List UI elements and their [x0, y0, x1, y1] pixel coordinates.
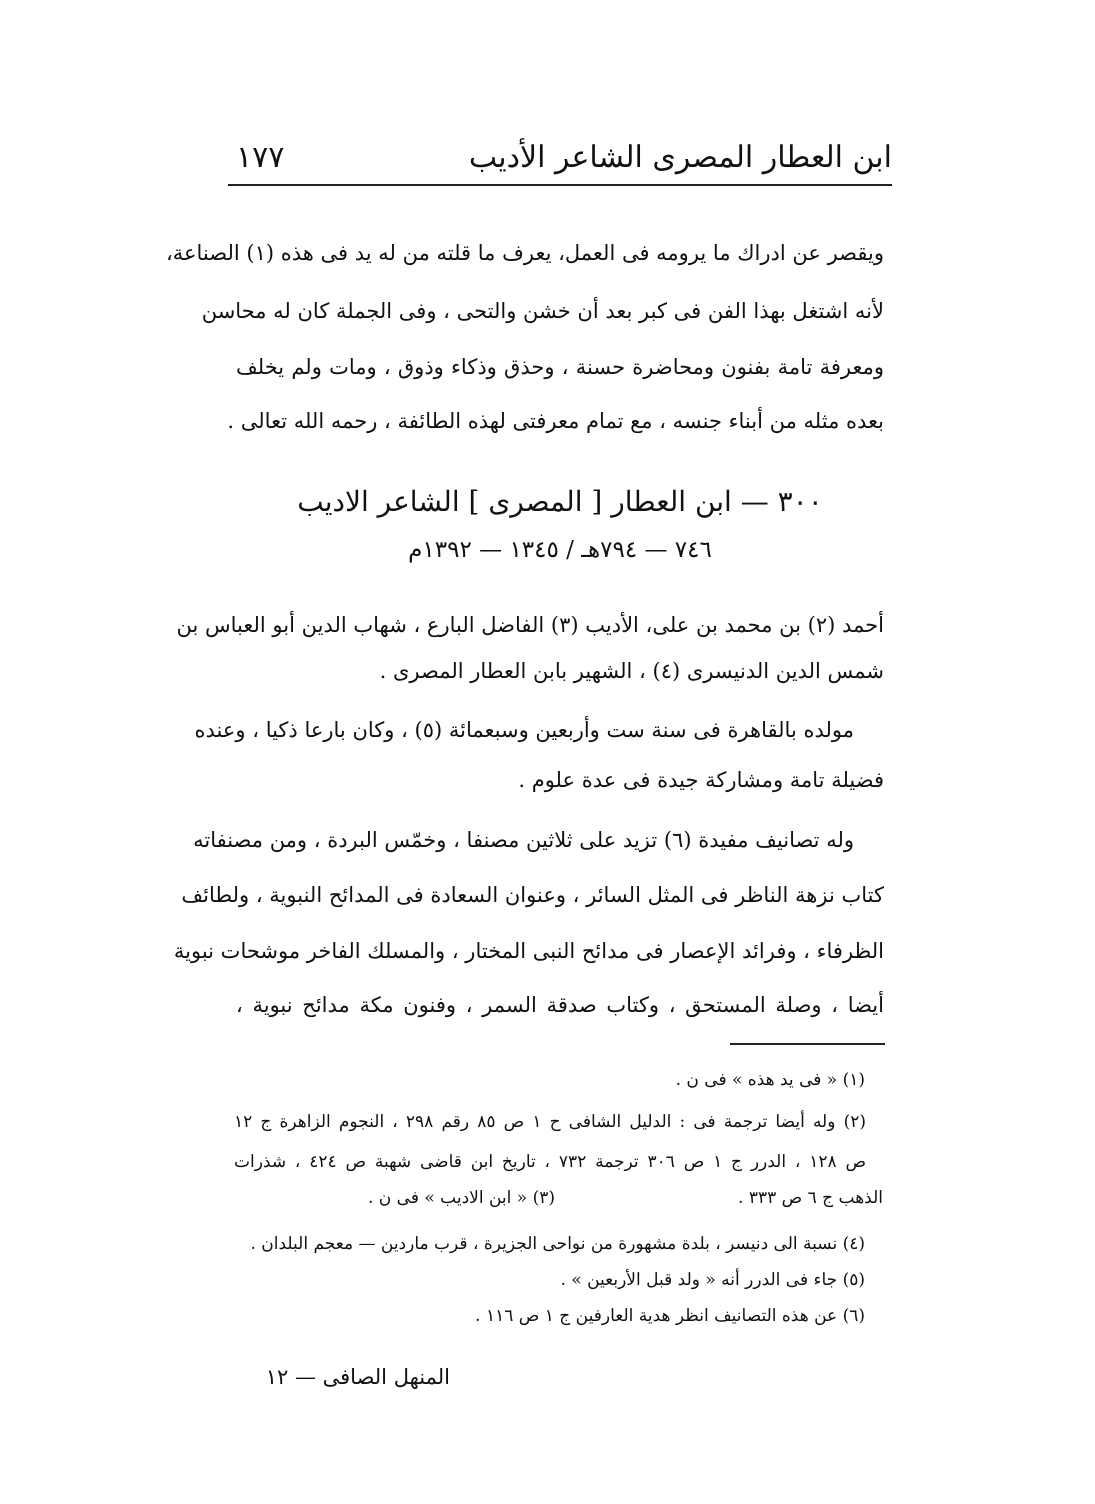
- text-line: بعده مثله من أبناء جنسه ، مع تمام معرفتى لهذه الطائفة ، رحمه الله تعالى .: [227, 409, 884, 433]
- footnote-2-line: (٢) وله أيضا ترجمة فى : الدليل الشافى ح ١ ص ٨٥ رقم ٢٩٨ ، النجوم الزاهرة ج ١٢: [234, 1112, 866, 1132]
- footnote-5: (٥) جاء فى الدرر أنه « ولد قبل الأربعين » .: [560, 1270, 865, 1290]
- footnote-6: (٦) عن هذه التصانيف انظر هدية العارفين ج ١ ص ١١٦ .: [475, 1306, 865, 1326]
- page-footer-signature: المنهل الصافى — ١٢: [265, 1365, 450, 1389]
- entry-dates: ٧٤٦ — ٧٩٤هـ / ١٣٤٥ — ١٣٩٢م: [408, 537, 712, 563]
- running-head-title: ابن العطار المصرى الشاعر الأديب: [468, 140, 892, 175]
- entry-title: ٣٠٠ — ابن العطار [ المصرى ] الشاعر الاديب: [297, 485, 823, 518]
- page-number: ١٧٧: [236, 140, 285, 175]
- running-head: [228, 140, 892, 196]
- footnote-1: (١) « فى يد هذه » فى ن .: [675, 1070, 865, 1090]
- footnote-rule: [730, 1043, 885, 1045]
- text-line: كتاب نزهة الناظر فى المثل السائر ، وعنوان السعادة فى المدائح النبوية ، ولطائف: [181, 883, 884, 907]
- text-line: أيضا ، وصلة المستحق ، وكتاب صدقة السمر ، وفنون مكة مدائح نبوية ،: [236, 993, 884, 1017]
- text-line: لأنه اشتغل بهذا الفن فى كبر بعد أن خشن والتحى ، وفى الجملة كان له محاسن: [201, 299, 884, 323]
- text-line: فضيلة تامة ومشاركة جيدة فى عدة علوم .: [518, 768, 884, 792]
- footnote-4: (٤) نسبة الى دنيسر ، بلدة مشهورة من نواحى الجزيرة ، قرب ماردين — معجم البلدان .: [250, 1234, 865, 1254]
- text-line: ومعرفة تامة بفنون ومحاضرة حسنة ، وحذق وذكاء وذوق ، ومات ولم يخلف: [236, 355, 884, 379]
- footnote-3: (٣) « ابن الاديب » فى ن .: [367, 1188, 555, 1208]
- text-line: الظرفاء ، وفرائد الإعصار فى مدائح النبى المختار ، والمسلك الفاخر موشحات نبوية: [173, 939, 884, 963]
- text-line: ويقصر عن ادراك ما يرومه فى العمل، يعرف ما قلته من له يد فى هذه (١) الصناعة،: [165, 241, 884, 265]
- text-line: وله تصانيف مفيدة (٦) تزيد على ثلاثين مصنفا ، وخمّس البردة ، ومن مصنفاته: [193, 828, 854, 852]
- header-rule: [228, 184, 892, 186]
- footnote-2-line: ص ١٢٨ ، الدرر ج ١ ص ٣٠٦ ترجمة ٧٣٢ ، تاريخ ابن قاضى شهبة ص ٤٢٤ ، شذرات: [234, 1152, 866, 1172]
- text-line: شمس الدين الدنيسرى (٤) ، الشهير بابن العطار المصرى .: [379, 659, 884, 683]
- text-line: مولده بالقاهرة فى سنة ست وأربعين وسبعمائة (٥) ، وكان بارعا ذكيا ، وعنده: [194, 718, 854, 742]
- footnote-2-line: الذهب ج ٦ ص ٣٣٣ .: [738, 1188, 883, 1208]
- text-line: أحمد (٢) بن محمد بن على، الأديب (٣) الفاضل البارع ، شهاب الدين أبو العباس بن: [176, 613, 884, 637]
